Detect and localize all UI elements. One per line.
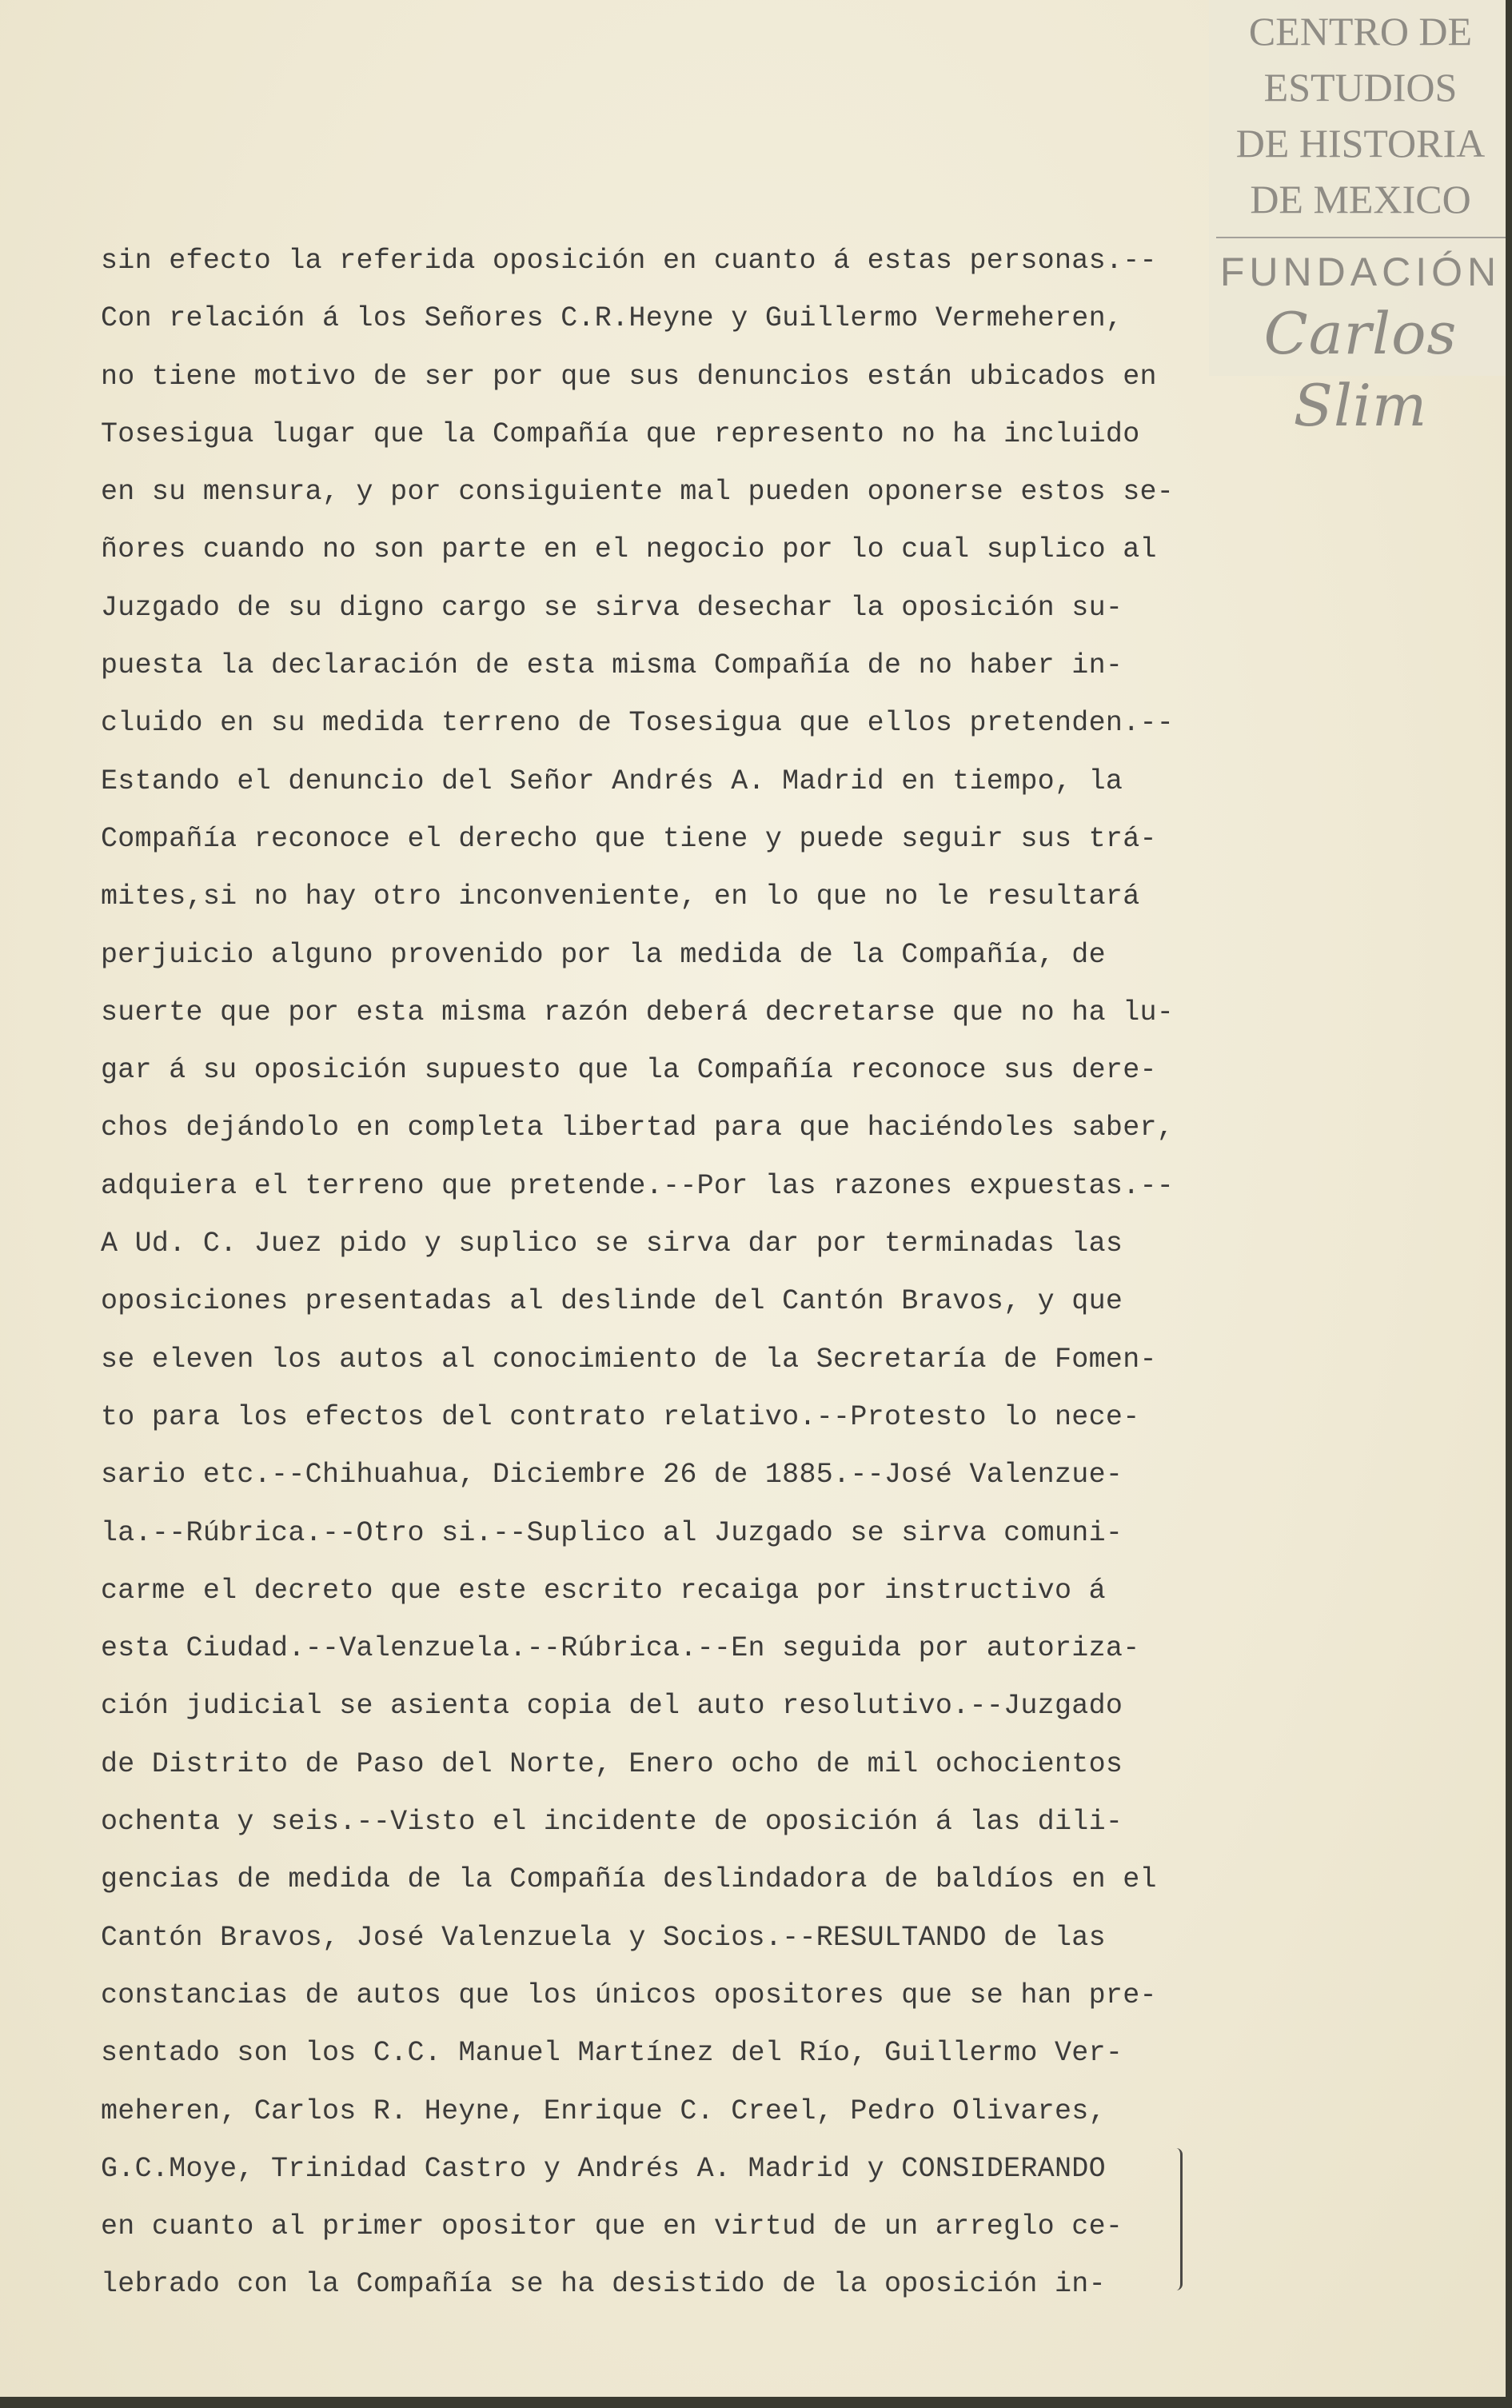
text-line: Cantón Bravos, José Valenzuela y Socios.--RESULTANDO de las	[101, 1921, 1106, 1954]
text-line: to para los efectos del contrato relativo.--Protesto lo nece-	[101, 1400, 1140, 1433]
text-line: meheren, Carlos R. Heyne, Enrique C. Creel, Pedro Olivares,	[101, 2095, 1106, 2127]
text-line: de Distrito de Paso del Norte, Enero ocho de mil ochocientos	[101, 1747, 1123, 1780]
text-line: cluido en su medida terreno de Tosesigua que ellos pretenden.--	[101, 707, 1175, 740]
text-line: la.--Rúbrica.--Otro si.--Suplico al Juzgado se sirva comuni-	[101, 1516, 1123, 1549]
text-line: chos dejándolo en completa libertad para que haciéndoles saber,	[101, 1112, 1175, 1144]
text-line: sin efecto la referida oposición en cuanto á estas personas.--	[101, 245, 1157, 277]
text-line: suerte que por esta misma razón deberá decretarse que no ha lu-	[101, 996, 1175, 1028]
text-line: sario etc.--Chihuahua, Diciembre 26 de 1885.--José Valenzue-	[101, 1459, 1123, 1492]
text-line: carme el decreto que este escrito recaiga por instructivo á	[101, 1574, 1106, 1607]
watermark-line: CENTRO DE	[1248, 9, 1473, 54]
scan-edge-bottom	[0, 2397, 1512, 2408]
text-line: oposiciones presentadas al deslinde del Cantón Bravos, y que	[101, 1285, 1123, 1318]
text-line: ción judicial se asienta copia del auto resolutivo.--Juzgado	[101, 1690, 1123, 1723]
text-line: gencias de medida de la Compañía deslindadora de baldíos en el	[101, 1863, 1157, 1896]
text-line: no tiene motivo de ser por que sus denuncios están ubicados en	[101, 360, 1157, 393]
text-line: mites,si no hay otro inconveniente, en lo que no le resultará	[101, 881, 1140, 913]
text-line: adquiera el terreno que pretende.--Por las razones expuestas.--	[101, 1169, 1175, 1202]
watermark-line: DE MEXICO	[1250, 177, 1471, 222]
typed-text-body	[101, 232, 1220, 2314]
text-line: ochenta y seis.--Visto el incidente de oposición á las dili-	[101, 1806, 1123, 1839]
text-line: constancias de autos que los únicos opositores que se han pre-	[101, 1979, 1157, 2011]
text-line: esta Ciudad.--Valenzuela.--Rúbrica.--En seguida por autoriza-	[101, 1632, 1140, 1665]
text-line: A Ud. C. Juez pido y suplico se sirva dar por terminadas las	[101, 1228, 1123, 1260]
text-line: ñores cuando no son parte en el negocio por lo cual suplico al	[101, 533, 1157, 566]
text-line: se eleven los autos al conocimiento de la Secretaría de Fomen-	[101, 1343, 1157, 1376]
text-line: Juzgado de su digno cargo se sirva desechar la oposición su-	[101, 591, 1123, 624]
text-line: Estando el denuncio del Señor Andrés A. Madrid en tiempo, la	[101, 765, 1123, 797]
text-line: perjuicio alguno provenido por la medida de la Compañía, de	[101, 938, 1106, 971]
scan-edge-right	[1506, 0, 1512, 2408]
watermark-line: DE HISTORIA	[1235, 121, 1486, 166]
text-line: lebrado con la Compañía se ha desistido de la oposición in-	[101, 2268, 1106, 2301]
text-line: gar á su oposición supuesto que la Compañía reconoce sus dere-	[101, 1054, 1157, 1087]
text-line: Con relación á los Señores C.R.Heyne y Guillermo Vermeheren,	[101, 302, 1123, 335]
text-line: Compañía reconoce el derecho que tiene y puede seguir sus trá-	[101, 822, 1157, 855]
watermark-line: ESTUDIOS	[1263, 65, 1458, 110]
archive-watermark	[1209, 0, 1512, 439]
text-line: en cuanto al primer opositor que en virtud de un arreglo ce-	[101, 2210, 1123, 2243]
margin-bracket-mark	[1172, 2148, 1183, 2290]
watermark-divider	[1216, 237, 1506, 238]
watermark-foundation: FUNDACIÓN	[1219, 250, 1502, 294]
text-line: Tosesigua lugar que la Compañía que represento no ha incluido	[101, 417, 1140, 450]
text-line: sentado son los C.C. Manuel Martínez del Río, Guillermo Ver-	[101, 2037, 1123, 2070]
text-line: G.C.Moye, Trinidad Castro y Andrés A. Madrid y CONSIDERANDO	[101, 2152, 1106, 2185]
text-line: puesta la declaración de esta misma Compañía de no haber in-	[101, 649, 1123, 682]
text-line: en su mensura, y por consiguiente mal pueden oponerse estos se-	[101, 476, 1175, 509]
watermark-signature: Carlos Slim	[1263, 300, 1458, 439]
